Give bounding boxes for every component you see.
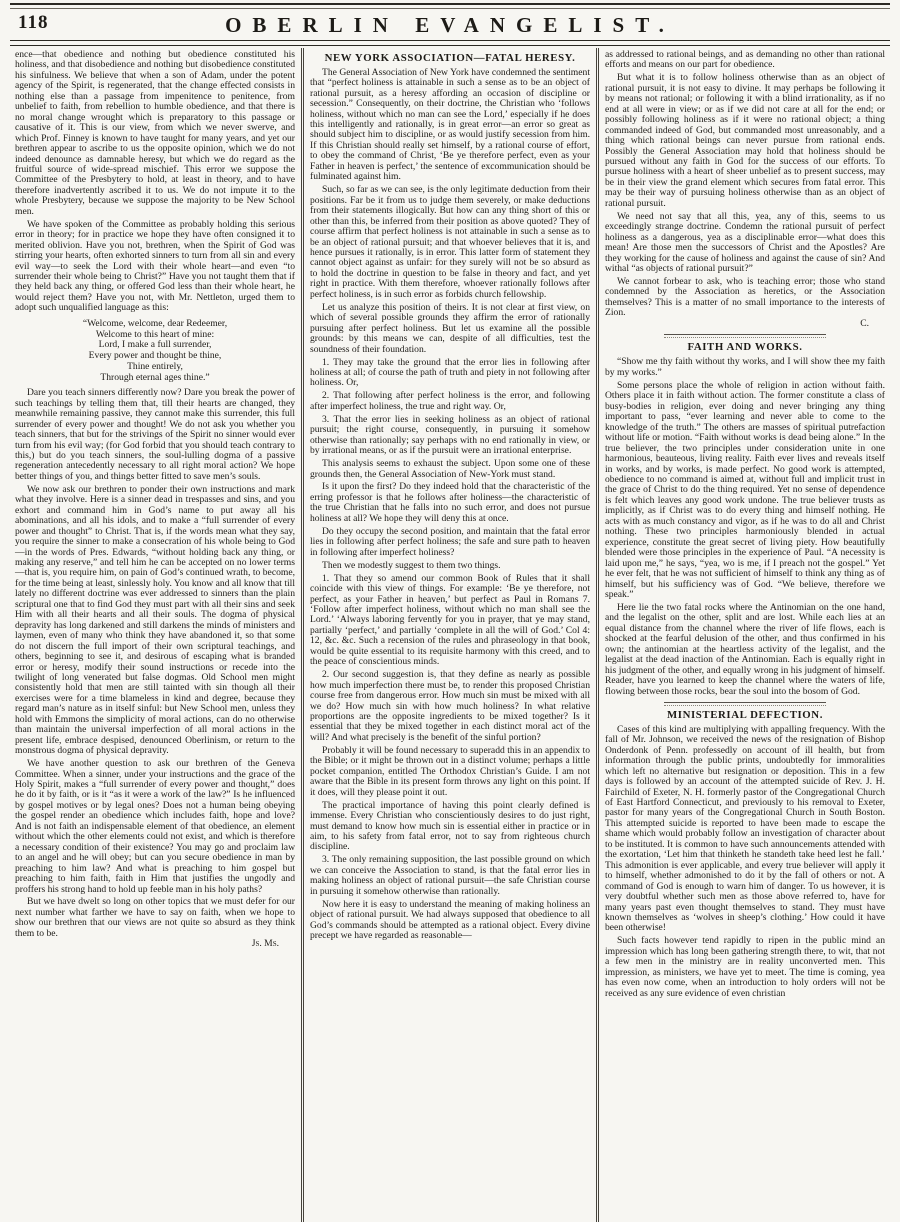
paragraph: We have spoken of the Committee as probably holding this serious error in theory; for in practice we hope they have often consigned it to merited oblivion. Have you not, brethren, when the Spirit of God was stirring your hearts, often exhorted sinners to turn from all sin and every evil way—to seek the Lord with their whole heart—and even “to surrender their whole being to Christ?” Have you not taught them that if they held back any thing, or offered God less than their whole heart, he would reject them? Have you not, with Mr. Nettleton, urged them to adopt such unqualified language as this:	[15, 218, 295, 314]
article-heading: MINISTERIAL DEFECTION.	[667, 709, 823, 722]
column-divider	[596, 48, 599, 1222]
paragraph: But we have dwelt so long on other topics that we must defer for our next number what farther we have to say on faith, when we hope to show our brethren that our views are not quite so absurd as they think them to be. Js. Ms.	[15, 896, 295, 950]
article-divider	[664, 334, 826, 338]
hymn-line: Lord, I make a full surrender,	[98, 339, 212, 351]
paragraph: Let us analyze this position of theirs. It is not clear at first view, on which of several possible grounds they affirm the error of rationally pursuing after perfect holiness. But let us examine all the possible grounds: by this means we can, despite of all difficulties, test the soundness of their foundation.	[310, 301, 590, 355]
paragraph: Probably it will be found necessary to superadd this in an appendix to the Bible; or it might be thrown out in a distinct volume; perhaps a little pocket companion, entitled The Orthodox Christian’s Guide. I am not aware that the Bible in its present form throws any light on this point. If it does, will they please point it out.	[310, 744, 590, 798]
paragraph: 2. That following after perfect holiness is the error, and following after imperfect holiness, the true and right way. Or,	[310, 390, 590, 412]
paragraph: We have another question to ask our brethren of the Geneva Committee. When a sinner, under your instructions and the grace of the Holy Spirit, makes a “full surrender of every power and thought,” does he do it by faith, or is it “as it were a work of the law?” Is he influenced by gospel motives or by legal ones? Does not a human being obeying the gospel render an obedience which includes faith, hope and love? And is not faith an indispensable element of that obedience, an element without which the other elements could not exist, and which is therefore a necessary condition of their existence? You may go and proclaim law to an angel and he will obey; but can you secure obedience in man by preaching to him law? And what is preaching to him gospel but preaching to him faith, faith in Him that justifies the ungodly and proffers his strong hand to hold up feeble man in his holy paths?	[15, 758, 295, 895]
hymn-line: Thine entirely,	[127, 360, 183, 372]
paragraph: Such facts however tend rapidly to ripen in the public mind an impression which has long been gathering strength there, to wit, that not a few men in the ministry are in reality unconverted men. This impression, as ministers, we have yet to meet. The time is coming, yea has even now come, when an introduction to holy orders will not be received as any sure evidence of even christian	[605, 935, 885, 999]
hymn-quote	[15, 319, 295, 383]
paragraph: Cases of this kind are multiplying with appalling frequency. With the fall of Mr. Johnson, we received the news of the resignation of Bishop Onderdonk of Penn. professedly on account of ill health, but from information through the public prints, undoubtedly for immoralities which left no alternative but resignation or deposition. This in a few days is followed by an account of the attempted suicide of Rev. J. H. Fairchild of Exeter, N. H. formerly pastor of the Congregational Church of East Hartford Connecticut, and previously to his removal to Exeter, pastor for many years of the Congregational Church in South Boston. This attempted suicide is reported to have been made to escape the shame which would probably follow an investigation of character about to be instituted. It is common to have such announcements attended with the exortation, ‘Let him that thinketh he standeth take heed lest he fall.’ This admonition is ever applicable, and every true believer will apply it to himself, whether admonished to do it by the fall of others or not. A command of God is enough to warn him of danger. To us however, it is very doubtful whether such men as those above referred to, have for many years past even thought themselves to stand. They must have known themselves as ‘wolves in sheep’s clothing.’ How could it have been otherwise!	[605, 723, 885, 934]
top-rule	[10, 3, 890, 9]
paragraph: Here lie the two fatal rocks where the Antinomian on the one hand, and the legalist on the other, split and are lost. While each lies at an equal distance from the channel where the river of life flows, each is shocked at the fearful delusion of the other, and thus confirmed in his own; the antinomian at the heartless activity of the legalist, and the legalist at the dead inaction of the Antinomian. Each is equally right in his judgment of the other, and equally wrong in his judgment of himself. Reader, have you learned to keep the channel where the waters of life, flowing between those rocks, bear the soul into the bosom of God.	[605, 601, 885, 697]
paragraph: Do they occupy the second position, and maintain that the fatal error lies in following after perfect holiness; the safe and sure path to heaven in following after imperfect holiness?	[310, 525, 590, 558]
hymn-line: “Welcome, welcome, dear Redeemer,	[82, 317, 228, 329]
paragraph: ence—that obedience and nothing but obedience constituted his holiness, and that disobedience and nothing but disobedience constituted his sinfulness. We believe that when a son of Adam, under the potent agency of the Spirit, is regenerated, that the change effected consists in nothing else than a passage from impenitence to penitence, from unbelief to faith, from rebellion to humble obedience, and that there is no moral change wrought which is preparatory to this passage or causative of it. This is our view, from which we never swerve, and which Prof. Finney is known to have taught for many years, and yet our brethren appear to ascribe to us the opposite opinion, which we do not indeed denounce as damnable heresy, but which we do regard as the fruitful source of wide-spread mischief. This error we suppose the Committee of the Presbytery to hold, at least in theory, and to have therefore inadvertently ascribed it to us. We do not impute it to the whole Presbytery, because we suppose the majority to be New School men.	[15, 49, 295, 217]
paragraph: This analysis seems to exhaust the subject. Upon some one of these grounds then, the General Association of New-York must stand.	[310, 458, 590, 480]
paragraph: Such, so far as we can see, is the only legitimate deduction from their positions. Far be it from us to judge them severely, or make deductions from their statements illogically. But how can any thing short of this or other than this, be inferred from their position as above quoted? They of course affirm that perfect holiness is not attainable in such a sense as to be an object of rational pursuit; and that whoever believes that it is, and hence pursues it rationally, is in error. This latter form of statement they cannot object against as unfair: for they surely will not be so absurd as to hold the doctrine in question to be false in theory and fact, and yet right in practice. With them therefore, whoever rationally follows after perfect holiness, is in such error as forbids church fellowship.	[310, 184, 590, 300]
masthead-rule	[10, 40, 890, 46]
paragraph: The practical importance of having this point clearly defined is immense. Every Christian who conscientiously desires to do just right, must demand to know how much sin is essential either in practice or in aim, to his safety from fatal error, not to say from righteous church discipline.	[310, 799, 590, 853]
paragraph: 1. That they so amend our common Book of Rules that it shall coincide with this view of things. For example: ‘Be ye therefore, not perfect, as your Father in heaven,’ but perfect as Paul in Romans 7. ‘Follow after imperfect holiness, without which no man shall see the Lord.’ ‘Always laboring fervently for you in prayer, that ye may stand, partially ‘perfect,’ and partially ‘complete in all the will of God.’ Col 4: 12, &c. &c. Such a recension of the rules and phraseology in that book, would be quite essential to its requisite harmony with this creed, and to the peace of conscientious minds.	[310, 572, 590, 668]
epigraph: “Show me thy faith without thy works, and I will show thee my faith by my works.”	[605, 356, 885, 378]
paragraph: Then we modestly suggest to them two things.	[322, 559, 501, 571]
paragraph: We now ask our brethren to ponder their own instructions and mark what they involve. Here is a sinner dead in trespasses and sins, and you exhort and command him in God’s name to put away all his abominations, and all his idols, and to make a “full surrender of every power and thought” to Christ. That is, if the words mean what they say, you require the sinner to make a consecration of his whole being to God—in the words of Pres. Edwards, “without holding back any thing, or making any reserve,” and tell him he can be accepted on no lower terms—that is, you require him, on pain of God’s continued wrath, to become, for the time being at least, sinlessly holy. You know and all know that till lately no different doctrine was ever addressed to sinners than the plain scriptural one that to find God they must part with all their sins and seek Him with all their hearts and all their souls. The dogma of physical depravity has long darkened and still darkens the minds of ministers and laymen, even of many who think they have abandoned it, so that some do not discern the full import of their own scriptural teachings, and others, beginning to see it, and desirous of escaping what is branded error or heresy, modify their sound instructions or recede into the twilight of long venerated but false dogmas. Old School men might consistently hold that men are still tainted with sin though all their exercises were for a time blameless in kind and degree, because they regard man’s nature as in itself sinful: but New School men, unless they hold with Emmons the simplicity of moral actions, can do no otherwise than maintain the universal imperfection of all moral actions in the present life, embrace despised, denounced Oberlinism, or return to the monstrous dogma of physical depravity.	[15, 483, 295, 757]
article-heading: FAITH AND WORKS.	[687, 341, 803, 354]
page-number: 118	[18, 12, 49, 33]
hymn-line: Through eternal ages thine.”	[100, 371, 210, 383]
paragraph: 1. They may take the ground that the error lies in following after holiness at all; of course the path of truth and piety in not following after holiness. Or,	[310, 356, 590, 389]
paragraph: Now here it is easy to understand the meaning of making holiness an object of rational pursuit. We had always supposed that obedience to all God’s commands should be attempted as a rational object. Every divine precept we have regarded as reasonable—	[310, 898, 590, 942]
hymn-line: Every power and thought be thine,	[88, 350, 222, 362]
masthead-title: OBERLIN EVANGELIST.	[225, 13, 675, 37]
hymn-line: Welcome to this heart of mine:	[95, 328, 215, 340]
masthead	[10, 10, 890, 40]
signature: Js. Ms.	[251, 938, 279, 950]
column-divider	[301, 48, 304, 1222]
paragraph: We cannot forbear to ask, who is teaching error; those who stand condemned by the Association as heretics, or the Association themselves? This is a matter of no small importance to the interests of Zion. C.	[605, 276, 885, 329]
paragraph: But what it is to follow holiness otherwise than as an object of rational pursuit, it is not easy to divine. It may perhaps be following it by means not rational; or following it with a blind irrationality, as if no end at all were in view; or as if we did not care at all for the end; or possibly following holiness as if it were no rational object; a thing commanded indeed of God, but commanded most unreasonably, and a thing which rational beings can never pursue from rational ends. Possibly the General Association may hold that holiness should be pursued without any faith in God for the success of our efforts. To pursue holiness with a heart of sheer unbelief as to present success, may be in their view the grand element which secures from fatal error. This may be their way of pursuing holiness otherwise than as an object of rational pursuit.	[605, 72, 885, 209]
paragraph: 3. That the error lies in seeking holiness as an object of rational pursuit; the right course, consequently, in pursuing it somehow otherwise than rationally; say perhaps with no end rationally in view, or by irrational means, or as if the pursuit were an irrational enterprise.	[310, 413, 590, 457]
paragraph: 2. Our second suggestion is, that they define as nearly as possible how much imperfection there must be, to render this proposed Christian course free from dangerous error. How much sin must be mixed with all we do? How much sin with how much holiness? In what relative proportions are the opposite ingredients to be mixed together? Is it essential that they be mixed together in each distinct moral act of the will? And what precisely is the benefit of the sinful portion?	[310, 669, 590, 743]
column-layout	[10, 48, 890, 1222]
article-divider	[664, 702, 826, 706]
column-middle	[305, 48, 595, 1222]
signature: C.	[860, 317, 869, 329]
paragraph: Some persons place the whole of religion in action without faith. Others place it in faith without action. The former constitute a class of busy-bodies in religion, ever doing and never bringing any thing important to pass, “ever learning and never able to come to the knowledge of the truth.” The others are masses of spiritual putrefaction without life or motion. “Faith without works is dead being alone.” In the true believer, the two principles under consideration unite in one harmonious, beauteous, living reality. Faith ever lives and reveals itself in works, and by works, is made perfect. No good work is attempted, obedience to no command is aimed at, without full and implicit trust in the grace of Christ to do the thing required. Yet no sense of dependence is felt which leaves any good work undone. The true believer trusts as implicitly, as if Christ was to do every thing and himself nothing. He acts with as much constancy and vigor, as if he was to do all and Christ nothing. These two principles harmoniously blended in actual experience, constitute the great secret of living piety. How beautifully blended were those principles in the experience of Paul. “A necessity is laid upon me,” he says, “yea, wo is me, if I preach not the gospel.” Yet he ever felt, that he was not sufficient of himself to think any thing as of himself, but his sufficiency was of God. “We believe, therefore we speak.”	[605, 379, 885, 601]
article-heading: NEW YORK ASSOCIATION—FATAL HERESY.	[324, 52, 576, 64]
paragraph: as addressed to rational beings, and as demanding no other than rational efforts and means on our part for obedience.	[605, 49, 885, 71]
paragraph: Is it upon the first? Do they indeed hold that the characteristic of the erring professor is that he follows after holiness—the characteristic of the true Christian that he falls into no such error, and does not pursue holiness at all? We hope they will deny this at once.	[310, 481, 590, 524]
column-right	[600, 48, 890, 1222]
column-left	[10, 48, 300, 1222]
paragraph: Dare you teach sinners differently now? Dare you break the power of such teachings by telling them that, till their hearts are changed, they meanwhile remaining passive, they cannot make this surrender, this full surrender of every power and thought! We do not ask you whether you teach sinners, that but for the strivings of the Spirit no sinner would ever turn from his evil way; (for God forbid that you should teach contrary to this,) but do you teach sinners, the soul-lulling dogma of a passive regeneration antecedently necessary to all right moral action? We hope better things of you, and things better fitted to save men’s souls.	[15, 387, 295, 482]
paragraph: The General Association of New York have condemned the sentiment that “perfect holiness is attainable in such a sense as to be an object of rational pursuit, as a heresy affording an occasion of discipline or secession.” Consequently, on their doctrine, the Christian who ‘follows holiness, without which no man can see the Lord,’ especially if he does this intelligently and rationally, is in great error—an error so great as should subject him to discipline, or as would justify secession from him. If this Christian should really set himself, by a rational course of effort, to obey the command of Christ, ‘Be ye therefore perfect, even as your Father in heaven is perfect,’ the sentence of excommunication should be fulminated against him.	[310, 66, 590, 183]
paragraph: 3. The only remaining supposition, the last possible ground on which we can conceive the Association to stand, is that the fatal error lies in making holiness an object of rational pursuit—the safe Christian course in pursuing it somehow otherwise than rationally.	[310, 854, 590, 897]
paragraph: We need not say that all this, yea, any of this, seems to us exceedingly strange doctrine. Condemn the rational pursuit of perfect holiness as a dangerous, yea as a disciplinable error—what does this mean! Are those men the successors of Christ and the Apostles? Are they working for the cause of holiness and against the cause of sin? And withal “as objects of rational pursuit?”	[605, 210, 885, 275]
